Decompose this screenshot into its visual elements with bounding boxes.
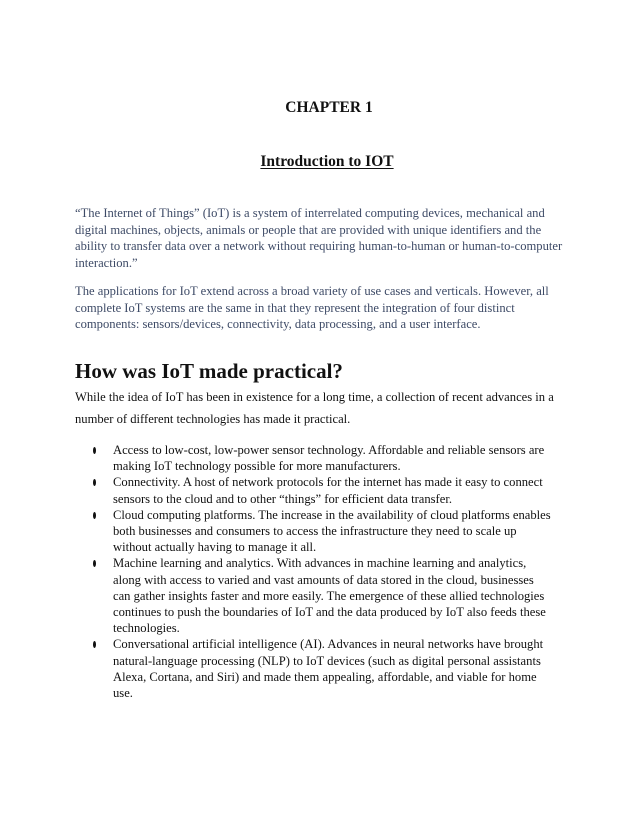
list-item-text: Connectivity. A host of network protocols for the internet has made it easy to connect sensors to the cloud and to other “things” for efficient data transfer. (113, 475, 543, 506)
definition-paragraph: “The Internet of Things” (IoT) is a system of interrelated computing devices, mechanical and digital machines, objects, animals or people that are provided with unique identifiers and the ability to transfer data over a network without requiring human-to-human or human-to-computer interaction.” (75, 206, 563, 270)
section-intro-paragraph: While the idea of IoT has been in existence for a long time, a collection of recent advances in a number of different technologies has made it practical. (75, 390, 554, 426)
bullet-icon (93, 479, 96, 486)
chapter-label (0, 99, 638, 117)
bullet-icon (93, 560, 96, 567)
section-heading: How was IoT made practical? (75, 359, 343, 383)
list-item (91, 442, 551, 474)
chapter-label-text: CHAPTER 1 (285, 99, 373, 116)
list-item-text: Access to low-cost, low-power sensor technology. Affordable and reliable sensors are making IoT technology possible for more manufacturers. (113, 443, 545, 474)
list-item (91, 507, 551, 556)
bullet-icon (93, 512, 96, 519)
chapter-title-text: Introduction to IOT (260, 153, 394, 170)
list-item (91, 474, 551, 506)
list-item (91, 555, 551, 636)
list-item (91, 636, 551, 701)
advances-bullet-list (91, 442, 551, 701)
list-item-text: Cloud computing platforms. The increase in the availability of cloud platforms enables both businesses and consumers to access the infrastructure they need to scale up without actually having to manage it all. (113, 507, 551, 555)
list-item-text: Conversational artificial intelligence (AI). Advances in neural networks have brought natural-language processing (NLP) to IoT devices (such as digital personal assistants Alexa, Cortana, and Siri) and made them appealing, affordable, and viable for home use. (113, 637, 544, 701)
bullet-icon (93, 641, 96, 648)
applications-paragraph: The applications for IoT extend across a broad variety of use cases and verticals. However, all complete IoT systems are the same in that they represent the integration of four distinct components: sensors/devices, connectivity, data processing, and a user interface. (75, 284, 549, 331)
bullet-icon (93, 447, 96, 454)
list-item-text: Machine learning and analytics. With advances in machine learning and analytics, along with access to varied and vast amounts of data stored in the cloud, businesses can gather insights faster and more easily. The emergence of these allied technologies continues to push the boundaries of IoT and the data produced by IoT also feeds these technologies. (113, 556, 546, 636)
chapter-title (0, 153, 638, 171)
